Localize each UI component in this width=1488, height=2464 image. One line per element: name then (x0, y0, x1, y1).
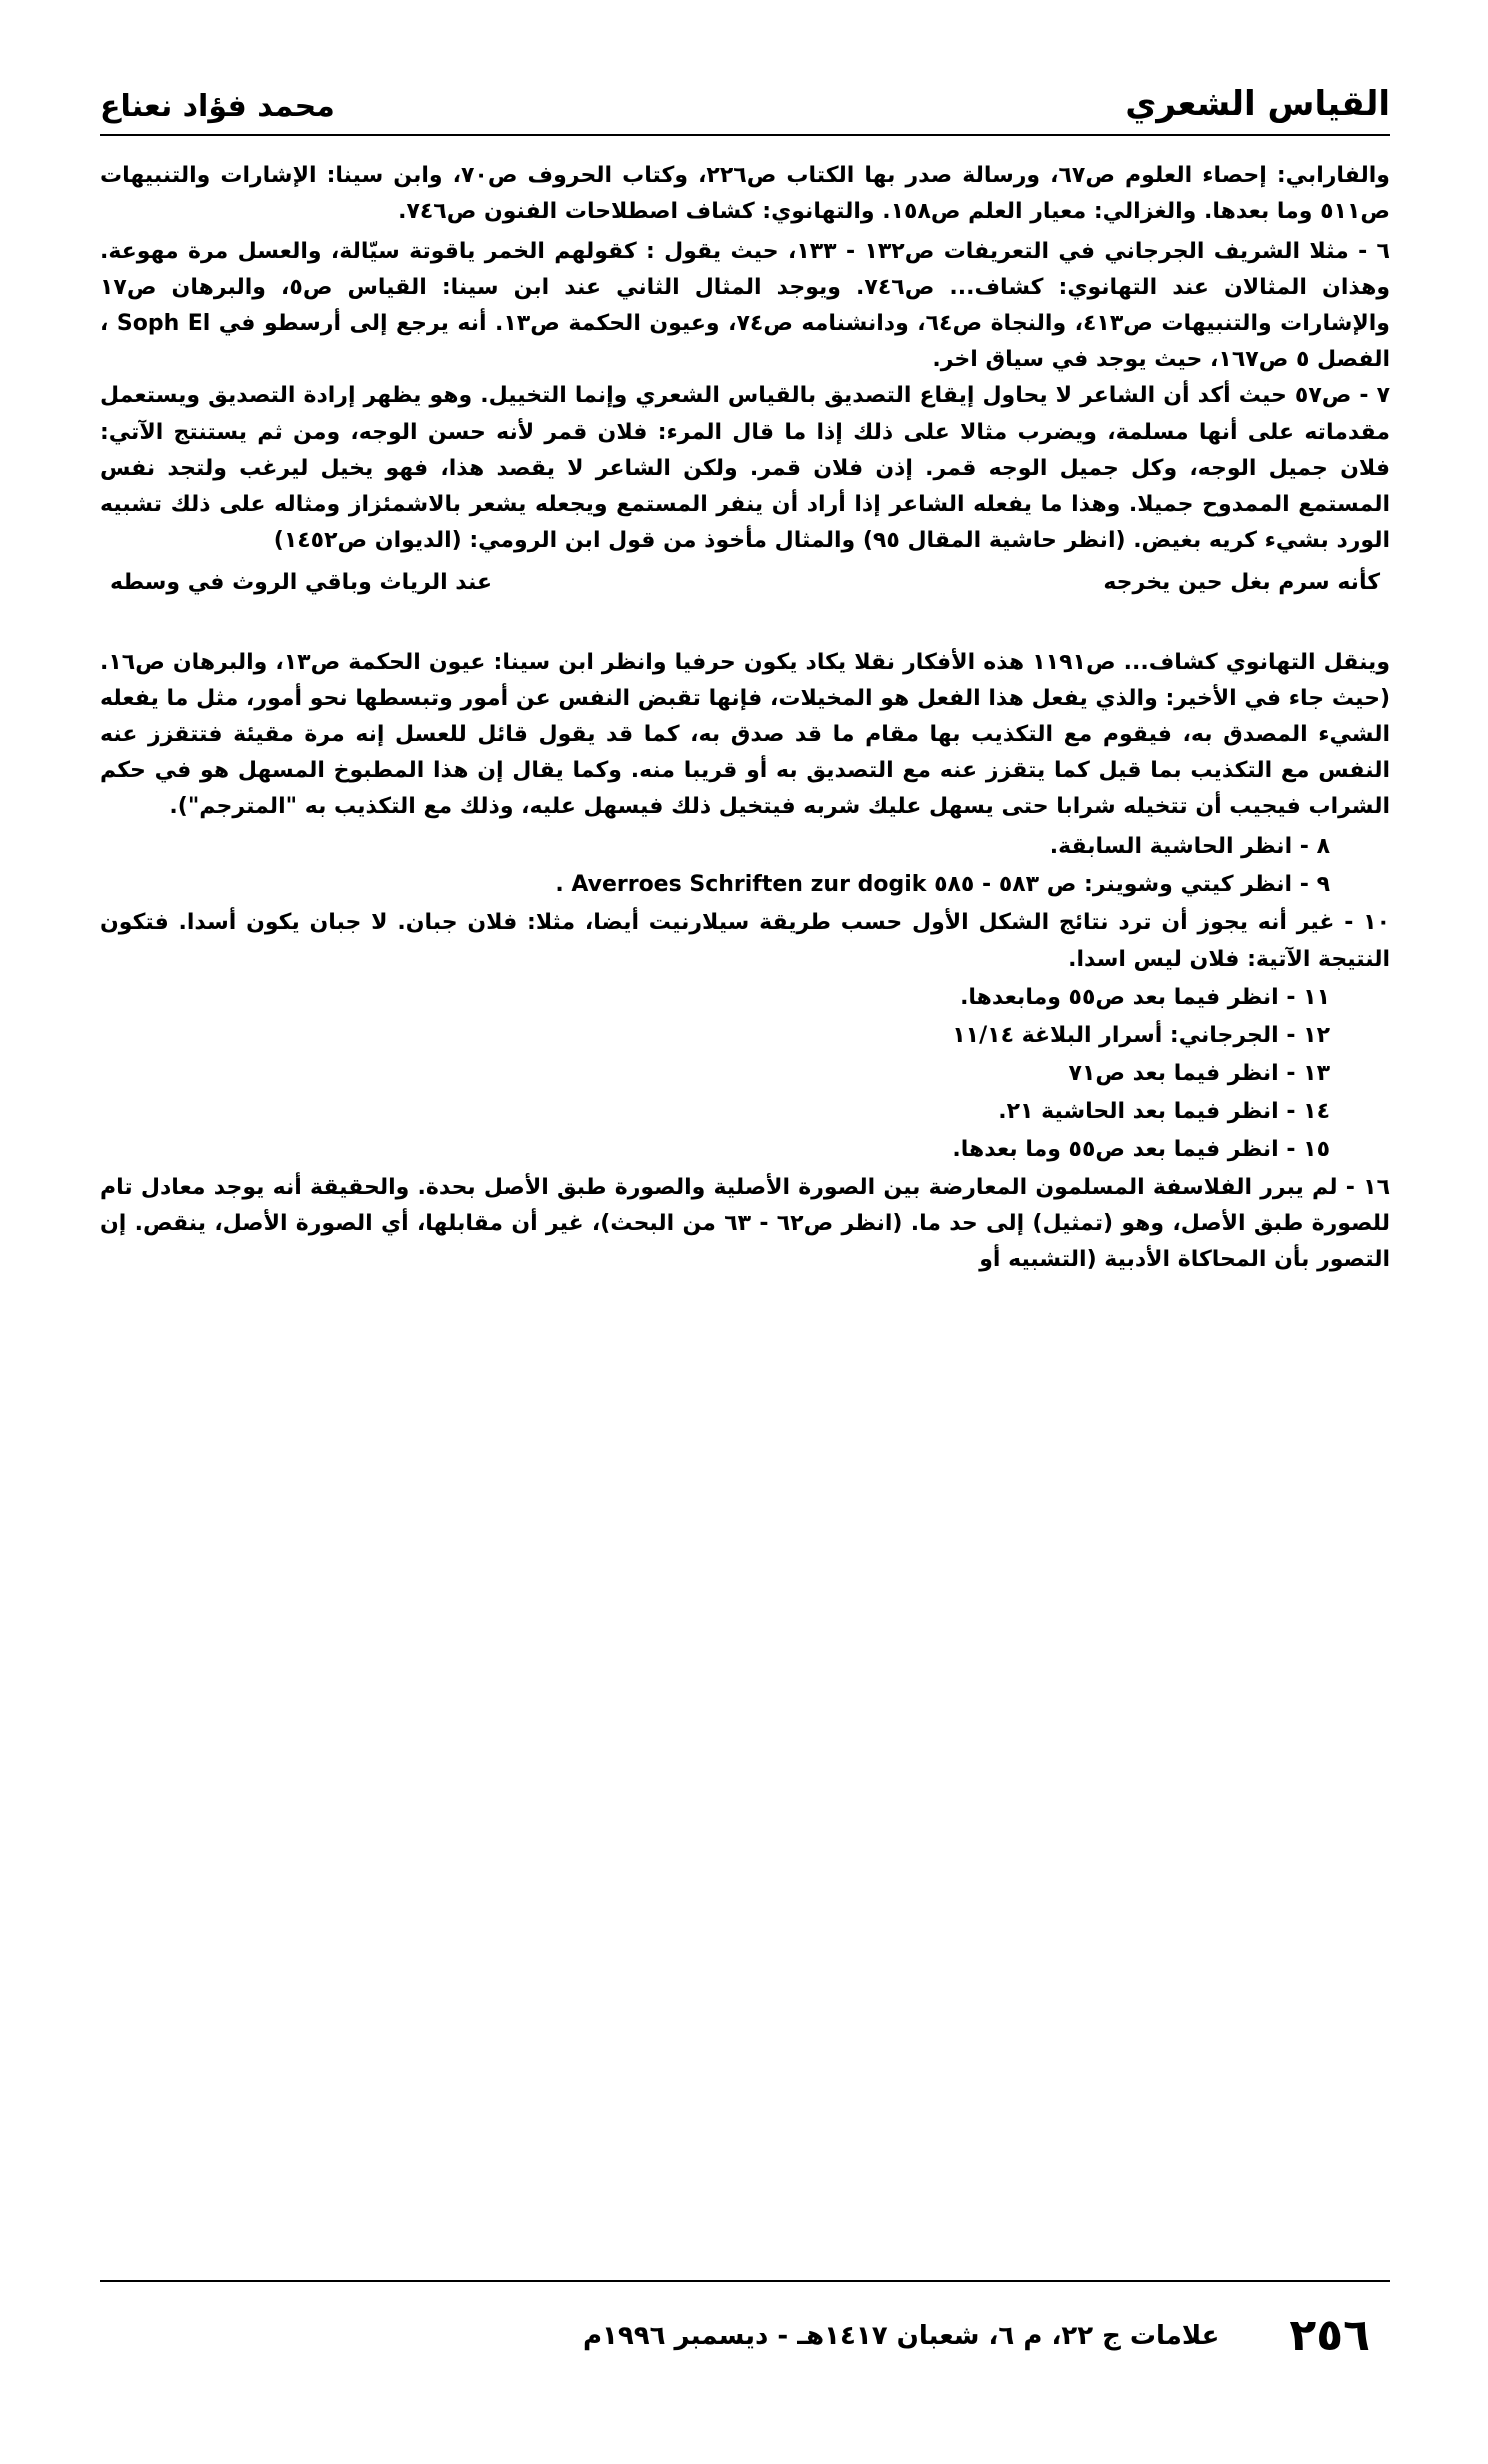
footnote-10 (100, 905, 1390, 977)
footnote-10-text: ١٠ - غير أنه يجوز أن ترد نتائج الشكل الأول حسب طريقة سيلارنيت أيضا، مثلا: فلان جبان. لا جبان يكون أسدا. فتكون النتيجة الآتية: فلان ليس اسدا. (100, 910, 1390, 972)
reference-footnotes (100, 980, 1390, 1168)
footnote-9-text: ٩ - انظر كيتي وشوينر: ص ٥٨٣ - ٥٨٥ Averroes Schriften zur dogik . (555, 872, 1330, 898)
footer-rule (100, 2280, 1390, 2282)
footnote-11-text: ١١ - انظر فيما بعد ص٥٥ ومابعدها. (960, 984, 1330, 1010)
intro-paragraph: والفارابي: إحصاء العلوم ص٦٧، ورسالة صدر بها الكتاب ص٢٢٦، وكتاب الحروف ص٧٠، وابن سينا: الإشارات والتنبيهات ص٥١١ وما بعدها. والغزالي: معيار العلم ص١٥٨. والتهانوي: كشاف اصطلاحات الفنون ص٧٤٦. (100, 163, 1390, 225)
footnote-15-text: ١٥ - انظر فيما بعد ص٥٥ وما بعدها. (952, 1136, 1330, 1162)
running-footer (100, 2310, 1390, 2361)
page-number: ٢٥٦ (1289, 2310, 1370, 2361)
footnote-16 (100, 1170, 1390, 1278)
footnote-13-text: ١٣ - انظر فيما بعد ص٧١ (1068, 1060, 1330, 1086)
footnote-14 (100, 1094, 1390, 1130)
footnote-12-text: ١٢ - الجرجاني: أسرار البلاغة ١١/١٤ (952, 1022, 1330, 1048)
footnote-8 (100, 829, 1390, 865)
verse-first-hemistich: كأنه سرم بغل حين يخرجه (1103, 569, 1380, 595)
article-body (100, 158, 1390, 1278)
document-page (100, 60, 1390, 2400)
footnote-14-text: ١٤ - انظر فيما بعد الحاشية ٢١. (998, 1098, 1330, 1124)
footnote-8-text: ٨ - انظر الحاشية السابقة. (1049, 834, 1330, 860)
footnote-11 (100, 980, 1390, 1016)
footnote-13 (100, 1056, 1390, 1092)
footnote-15 (100, 1132, 1390, 1168)
translator-paragraph: وينقل التهانوي كشاف... ص١١٩١ هذه الأفكار نقلا يكاد يكون حرفيا وانظر ابن سينا: عيون الحكمة ص١٣، والبرهان ص١٦. (حيث جاء في الأخير: والذي يفعل هذا الفعل هو المخيلات، فإنها تقبض النفس عن أمور وتبسطها نحو أمور، مثل ما يفعله الشيء المصدق به، فيقوم مع التكذيب بها مقام ما قد صدق به، كما قد يقول قائل للعسل إنه مرة مقيئة فتتقزز عنه النفس مع التكذيب بما قيل كما يتقزز عنه مع التصديق به أو قريبا منه. وكما يقال إن هذا المطبوخ المسهل هو في حكم الشراب فيجيب أن تتخيله شرابا حتى يسهل عليك شربه فيتخيل ذلك فيسهل عليه، وذلك مع التكذيب به "المترجم"). (100, 649, 1390, 820)
footnote-16-text: ١٦ - لم يبرر الفلاسفة المسلمون المعارضة بين الصورة الأصلية والصورة طبق الأصل بحدة. والحقيقة أنه يوجد معادل تام للصورة طبق الأصل، وهو (تمثيل) إلى حد ما. (انظر ص٦٢ - ٦٣ من البحث)، غير أن مقابلها، أي الصورة الأصل، ينقص. إن التصور بأن المحاكاة الأدبية (التشبيه أو (100, 1175, 1391, 1273)
footnote-6 (100, 234, 1390, 378)
journal-info: علامات ج ٢٢، م ٦، شعبان ١٤١٧هـ - ديسمبر ١٩٩٦م (582, 2320, 1220, 2351)
running-header (100, 60, 1390, 124)
verse-second-hemistich: عند الرياث وباقي الروث في وسطه (110, 569, 493, 595)
footnote-7-text: ٧ - ص٥٧ حيث أكد أن الشاعر لا يحاول إيقاع التصديق بالقياس الشعري وإنما التخييل. وهو يظهر إرادة التصديق ويستعمل مقدماته على أنها مسلمة، ويضرب مثالا على ذلك إذا ما قال المرء: فلان قمر لأنه حسن الوجه، ومن ثم يستنتج الآتي: فلان جميل الوجه، وكل جميل الوجه قمر. إذن فلان قمر. ولكن الشاعر لا يقصد هذا، فهو يخيل ليرغب ولتجد نفس المستمع الممدوح جميلا. وهذا ما يفعله الشاعر إذا أراد أن ينفر المستمع ويجعله يشعر بالاشمئزاز ومثاله على ذلك تشبيه الورد بشيء كريه بغيض. (انظر حاشية المقال ٩٥) والمثال مأخوذ من قول ابن الرومي: (الديوان ص١٤٥٢) (100, 383, 1391, 553)
article-title: القياس الشعري (1125, 84, 1390, 124)
footnote-9 (100, 867, 1390, 903)
footnote-6-text: ٦ - مثلا الشريف الجرجاني في التعريفات ص١٣٢ - ١٣٣، حيث يقول : كقولهم الخمر ياقوتة سيّالة، والعسل مرة مهوعة. وهذان المثالان عند التهانوي: كشاف... ص٧٤٦. ويوجد المثال الثاني عند ابن سينا: القياس ص٥، والبرهان ص١٧ والإشارات والتنبيهات ص٤١٣، والنجاة ص٦٤، ودانشنامه ص٧٤، وعيون الحكمة ص١٣. أنه يرجع إلى أرسطو في Soph El ، الفصل ٥ ص١٦٧، حيث يوجد في سياق اخر. (100, 239, 1390, 373)
footnote-7 (100, 378, 1390, 558)
author-name: محمد فؤاد نعناع (100, 89, 335, 124)
short-footnotes (100, 829, 1390, 903)
footnote-12 (100, 1018, 1390, 1054)
header-rule (100, 134, 1390, 136)
poem-verse (100, 559, 1390, 601)
